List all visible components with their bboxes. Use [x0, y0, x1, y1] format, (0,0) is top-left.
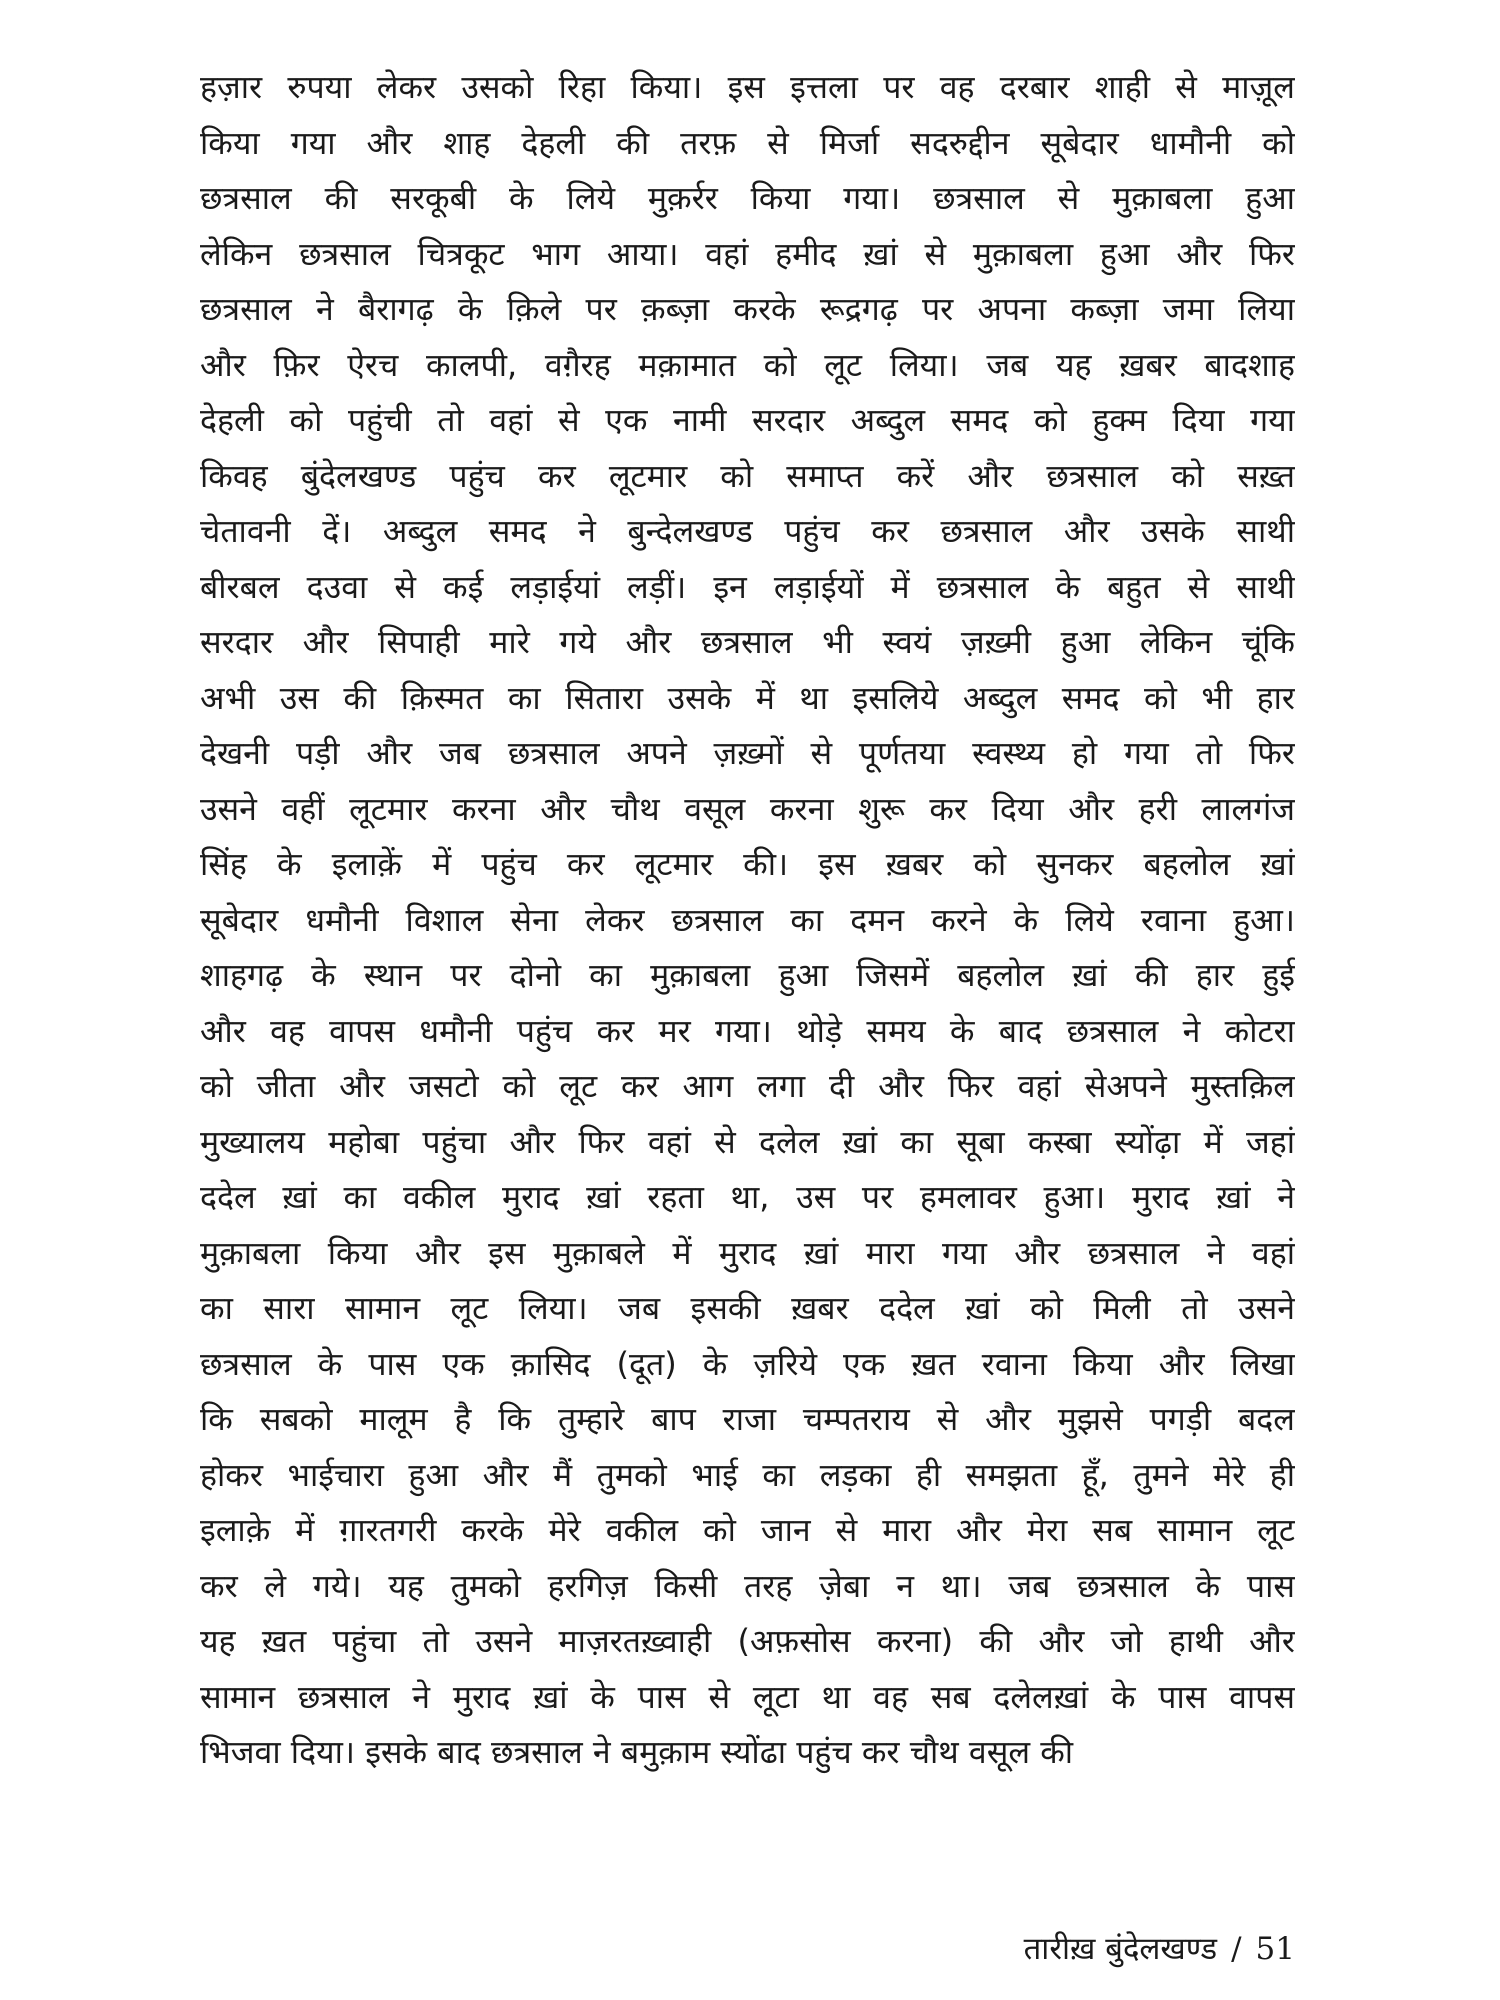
page-footer: [960, 1928, 1295, 1970]
text-line-8: किवह बुंदेलखण्ड पहुंच कर लूटमार को समाप्त करें और छत्रसाल को सख़्त: [200, 456, 1295, 495]
text-line-14: उसने वहीं लूटमार करना और चौथ वसूल करना शुरू कर दिया और हरी लालगंज: [200, 789, 1295, 828]
text-line-28: कर ले गये। यह तुमको हरगिज़ किसी तरह ज़ेबा न था। जब छत्रसाल के पास: [200, 1566, 1295, 1605]
text-line-25: कि सबको मालूम है कि तुम्हारे बाप राजा चम्पतराय से और मुझसे पगड़ी बदल: [200, 1400, 1295, 1438]
text-line-1: हज़ार रुपया लेकर उसको रिहा किया। इस इत्तला पर वह दरबार शाही से माज़ूल: [200, 68, 1295, 106]
text-line-23: का सारा सामान लूट लिया। जब इसकी ख़बर ददेल ख़ां को मिली तो उसने: [200, 1289, 1295, 1327]
text-line-29: यह ख़त पहुंचा तो उसने माज़रतख़्वाही (अफ़सोस करना) की और जो हाथी और: [200, 1622, 1295, 1660]
text-line-3: छत्रसाल की सरकूबी के लिये मुक़र्रर किया गया। छत्रसाल से मुक़ाबला हुआ: [200, 179, 1295, 217]
text-line-21: ददेल ख़ां का वकील मुराद ख़ां रहता था, उस पर हमलावर हुआ। मुराद ख़ां ने: [200, 1178, 1295, 1216]
book-title: तारीख़ बुंदेलखण्ड: [1023, 1931, 1218, 1967]
text-line-7: देहली को पहुंची तो वहां से एक नामी सरदार अब्दुल समद को हुक्म दिया गया: [200, 401, 1295, 439]
text-line-27: इलाक़े में ग़ारतगरी करके मेरे वकील को जान से मारा और मेरा सब सामान लूट: [200, 1511, 1295, 1549]
text-line-20: मुख्यालय महोबा पहुंचा और फिर वहां से दलेल ख़ां का सूबा कस्बा स्योंढ़ा में जहां: [200, 1122, 1295, 1161]
text-line-15: सिंह के इलाक़ें में पहुंच कर लूटमार की। इस ख़बर को सुनकर बहलोल ख़ां: [200, 845, 1295, 883]
page-number: 51: [1255, 1931, 1295, 1967]
text-line-9: चेतावनी दें। अब्दुल समद ने बुन्देलखण्ड पहुंच कर छत्रसाल और उसके साथी: [200, 512, 1295, 550]
text-line-13: देखनी पड़ी और जब छत्रसाल अपने ज़ख़्मों से पूर्णतया स्वस्थ्य हो गया तो फिर: [200, 734, 1295, 772]
body-text: [200, 60, 1295, 1781]
text-line-10: बीरबल दउवा से कई लड़ाईयां लड़ीं। इन लड़ाईयों में छत्रसाल के बहुत से साथी: [200, 567, 1295, 606]
text-line-26: होकर भाईचारा हुआ और मैं तुमको भाई का लड़का ही समझता हूँ, तुमने मेरे ही: [200, 1455, 1295, 1494]
text-line-30: सामान छत्रसाल ने मुराद ख़ां के पास से लूटा था वह सब दलेलख़ां के पास वापस: [200, 1677, 1295, 1716]
text-line-11: सरदार और सिपाही मारे गये और छत्रसाल भी स्वयं ज़ख़्मी हुआ लेकिन चूंकि: [200, 623, 1295, 661]
text-line-31: भिजवा दिया। इसके बाद छत्रसाल ने बमुक़ाम स्योंढा पहुंच कर चौथ वसूल की: [200, 1733, 1074, 1771]
text-line-6: और फ़िर ऐरच कालपी, वग़ैरह मक़ामात को लूट लिया। जब यह ख़बर बादशाह: [200, 345, 1295, 384]
text-line-18: और वह वापस धमौनी पहुंच कर मर गया। थोड़े समय के बाद छत्रसाल ने कोटरा: [200, 1011, 1295, 1050]
footer-separator: /: [1231, 1931, 1242, 1967]
text-line-12: अभी उस की क़िस्मत का सितारा उसके में था इसलिये अब्दुल समद को भी हार: [200, 678, 1295, 717]
text-line-16: सूबेदार धमौनी विशाल सेना लेकर छत्रसाल का दमन करने के लिये रवाना हुआ।: [200, 900, 1295, 939]
text-line-2: किया गया और शाह देहली की तरफ़ से मिर्जा सदरुद्दीन सूबेदार धामौनी को: [200, 123, 1295, 162]
text-line-19: को जीता और जसटो को लूट कर आग लगा दी और फिर वहां सेअपने मुस्तक़िल: [200, 1067, 1295, 1105]
text-line-22: मुक़ाबला किया और इस मुक़ाबले में मुराद ख़ां मारा गया और छत्रसाल ने वहां: [200, 1233, 1295, 1272]
text-line-24: छत्रसाल के पास एक क़ासिद (दूत) के ज़रिये एक ख़त रवाना किया और लिखा: [200, 1344, 1295, 1383]
text-line-4: लेकिन छत्रसाल चित्रकूट भाग आया। वहां हमीद ख़ां से मुक़ाबला हुआ और फिर: [200, 234, 1295, 273]
text-line-5: छत्रसाल ने बैरागढ़ के क़िले पर क़ब्ज़ा करके रूद्रगढ़ पर अपना कब्ज़ा जमा लिया: [200, 290, 1295, 328]
text-line-17: शाहगढ़ के स्थान पर दोनो का मुक़ाबला हुआ जिसमें बहलोल ख़ां की हार हुई: [200, 956, 1295, 994]
